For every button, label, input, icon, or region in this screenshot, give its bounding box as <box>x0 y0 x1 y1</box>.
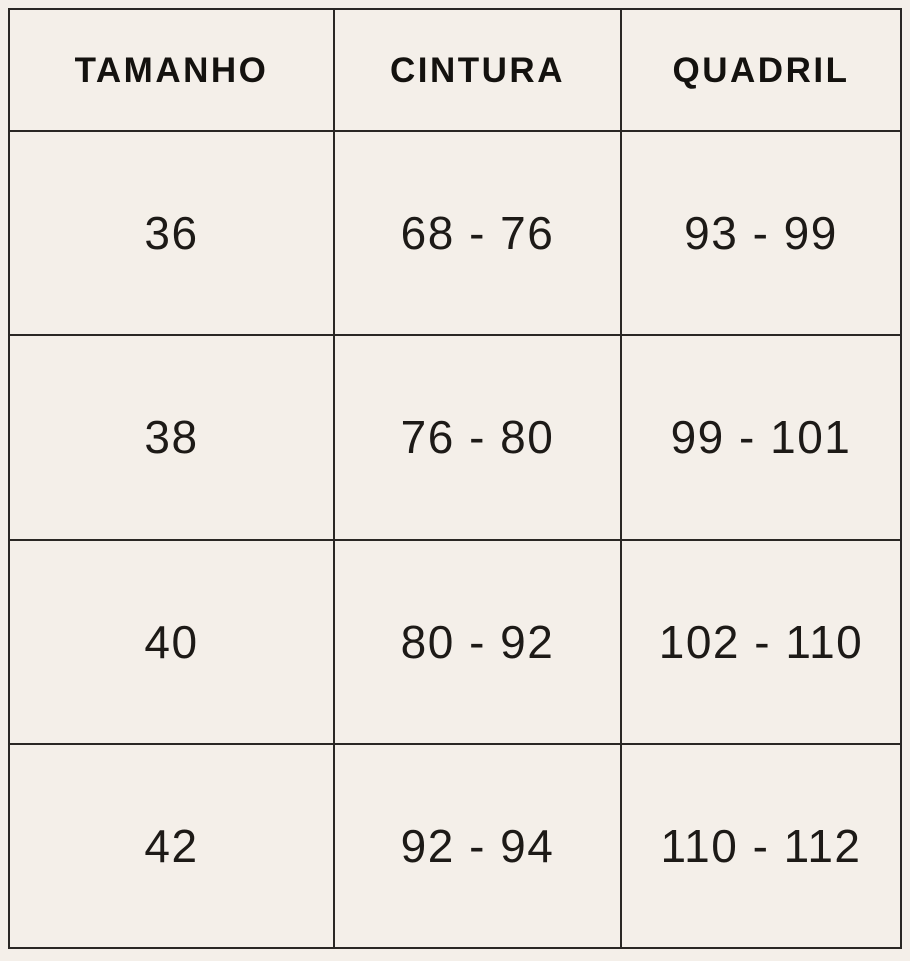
cell-tamanho <box>9 335 334 539</box>
cell-quadril-value: 93 - 99 <box>684 207 838 260</box>
column-header-cintura <box>334 9 621 131</box>
cell-cintura <box>334 335 621 539</box>
cell-cintura-value: 68 - 76 <box>400 207 555 260</box>
cell-tamanho <box>9 540 334 744</box>
table-row <box>9 335 901 539</box>
table-body <box>9 131 901 948</box>
table-row <box>9 540 901 744</box>
cell-cintura-value: 76 - 80 <box>400 411 555 464</box>
cell-quadril <box>621 335 901 539</box>
column-header-tamanho-label: TAMANHO <box>74 50 269 90</box>
cell-tamanho-value: 40 <box>144 615 199 668</box>
size-chart-table <box>8 8 902 949</box>
table-row <box>9 131 901 335</box>
table-row <box>9 744 901 948</box>
cell-quadril <box>621 744 901 948</box>
cell-quadril-value: 99 - 101 <box>670 411 852 464</box>
cell-cintura-value: 92 - 94 <box>400 819 555 872</box>
cell-cintura <box>334 131 621 335</box>
column-header-tamanho <box>9 9 334 131</box>
table-header <box>9 9 901 131</box>
cell-quadril <box>621 540 901 744</box>
cell-tamanho-value: 36 <box>144 207 199 260</box>
cell-tamanho-value: 42 <box>144 819 199 872</box>
cell-cintura <box>334 540 621 744</box>
cell-tamanho <box>9 131 334 335</box>
cell-tamanho-value: 38 <box>144 411 199 464</box>
cell-cintura <box>334 744 621 948</box>
table-header-row <box>9 9 901 131</box>
cell-quadril-value: 110 - 112 <box>660 819 862 872</box>
column-header-quadril-label: QUADRIL <box>672 50 850 90</box>
cell-quadril <box>621 131 901 335</box>
column-header-cintura-label: CINTURA <box>390 50 565 90</box>
cell-quadril-value: 102 - 110 <box>658 615 864 668</box>
cell-tamanho <box>9 744 334 948</box>
column-header-quadril <box>621 9 901 131</box>
cell-cintura-value: 80 - 92 <box>400 615 555 668</box>
